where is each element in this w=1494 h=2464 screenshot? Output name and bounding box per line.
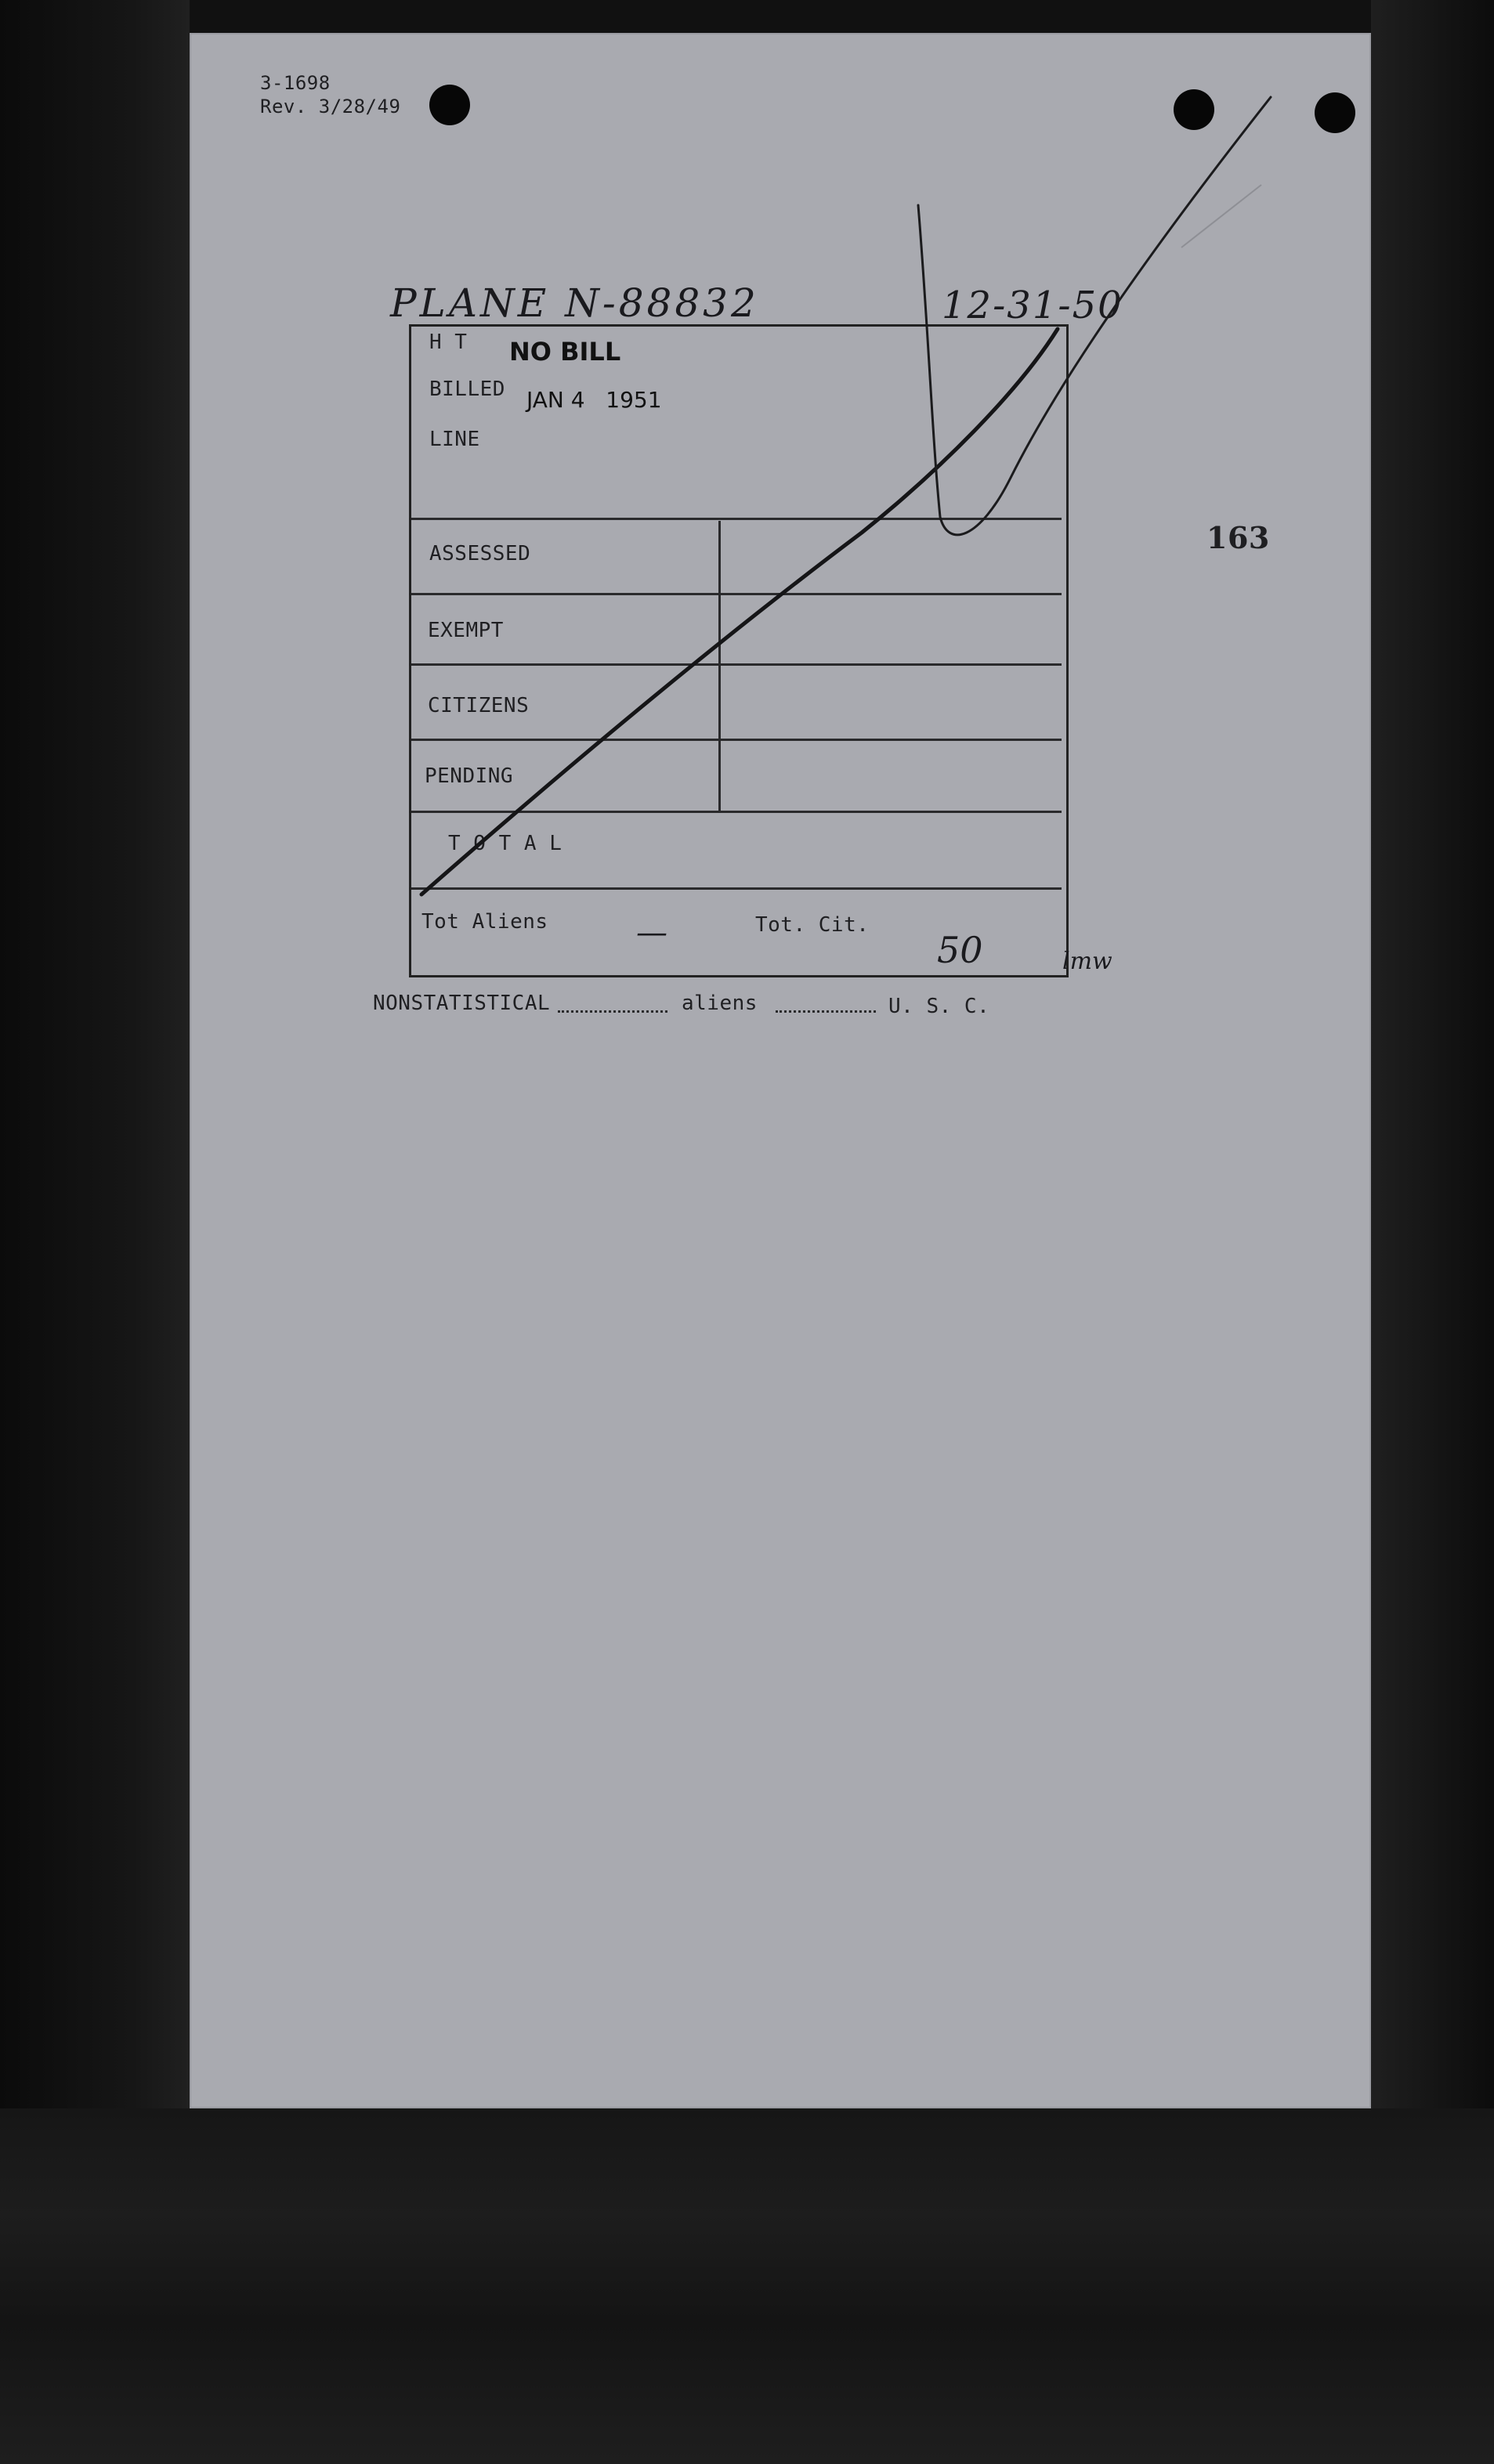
initials-handwritten: lmw — [1062, 948, 1112, 975]
usc-label: U. S. C. — [888, 995, 990, 1018]
date-handwritten: 12-31-50 — [942, 284, 1123, 327]
count-handwritten: 50 — [937, 929, 983, 971]
tot-aliens-mark: — — [636, 915, 667, 951]
form-number: 3-1698 — [260, 72, 331, 94]
label-tot-cit: Tot. Cit. — [755, 913, 870, 937]
label-pending: PENDING — [425, 764, 514, 788]
no-bill-stamp: NO BILL — [509, 337, 621, 367]
label-exempt: EXEMPT — [428, 619, 504, 642]
label-ht: H T — [429, 331, 468, 354]
billed-date-stamp: JAN 4 1951 — [526, 387, 662, 413]
label-line: LINE — [429, 428, 480, 451]
label-billed: BILLED — [429, 378, 505, 401]
aliens-label: aliens — [682, 992, 758, 1015]
vessel-handwritten: PLANE N-88832 — [390, 280, 759, 326]
form-revision: Rev. 3/28/49 — [260, 96, 401, 117]
page-number: 163 — [1206, 520, 1270, 555]
label-tot-aliens: Tot Aliens — [421, 910, 548, 934]
nonstatistical-label: NONSTATISTICAL — [373, 992, 551, 1015]
label-total: T O T A L — [448, 832, 563, 855]
label-assessed: ASSESSED — [429, 542, 531, 565]
label-citizens: CITIZENS — [428, 694, 530, 717]
